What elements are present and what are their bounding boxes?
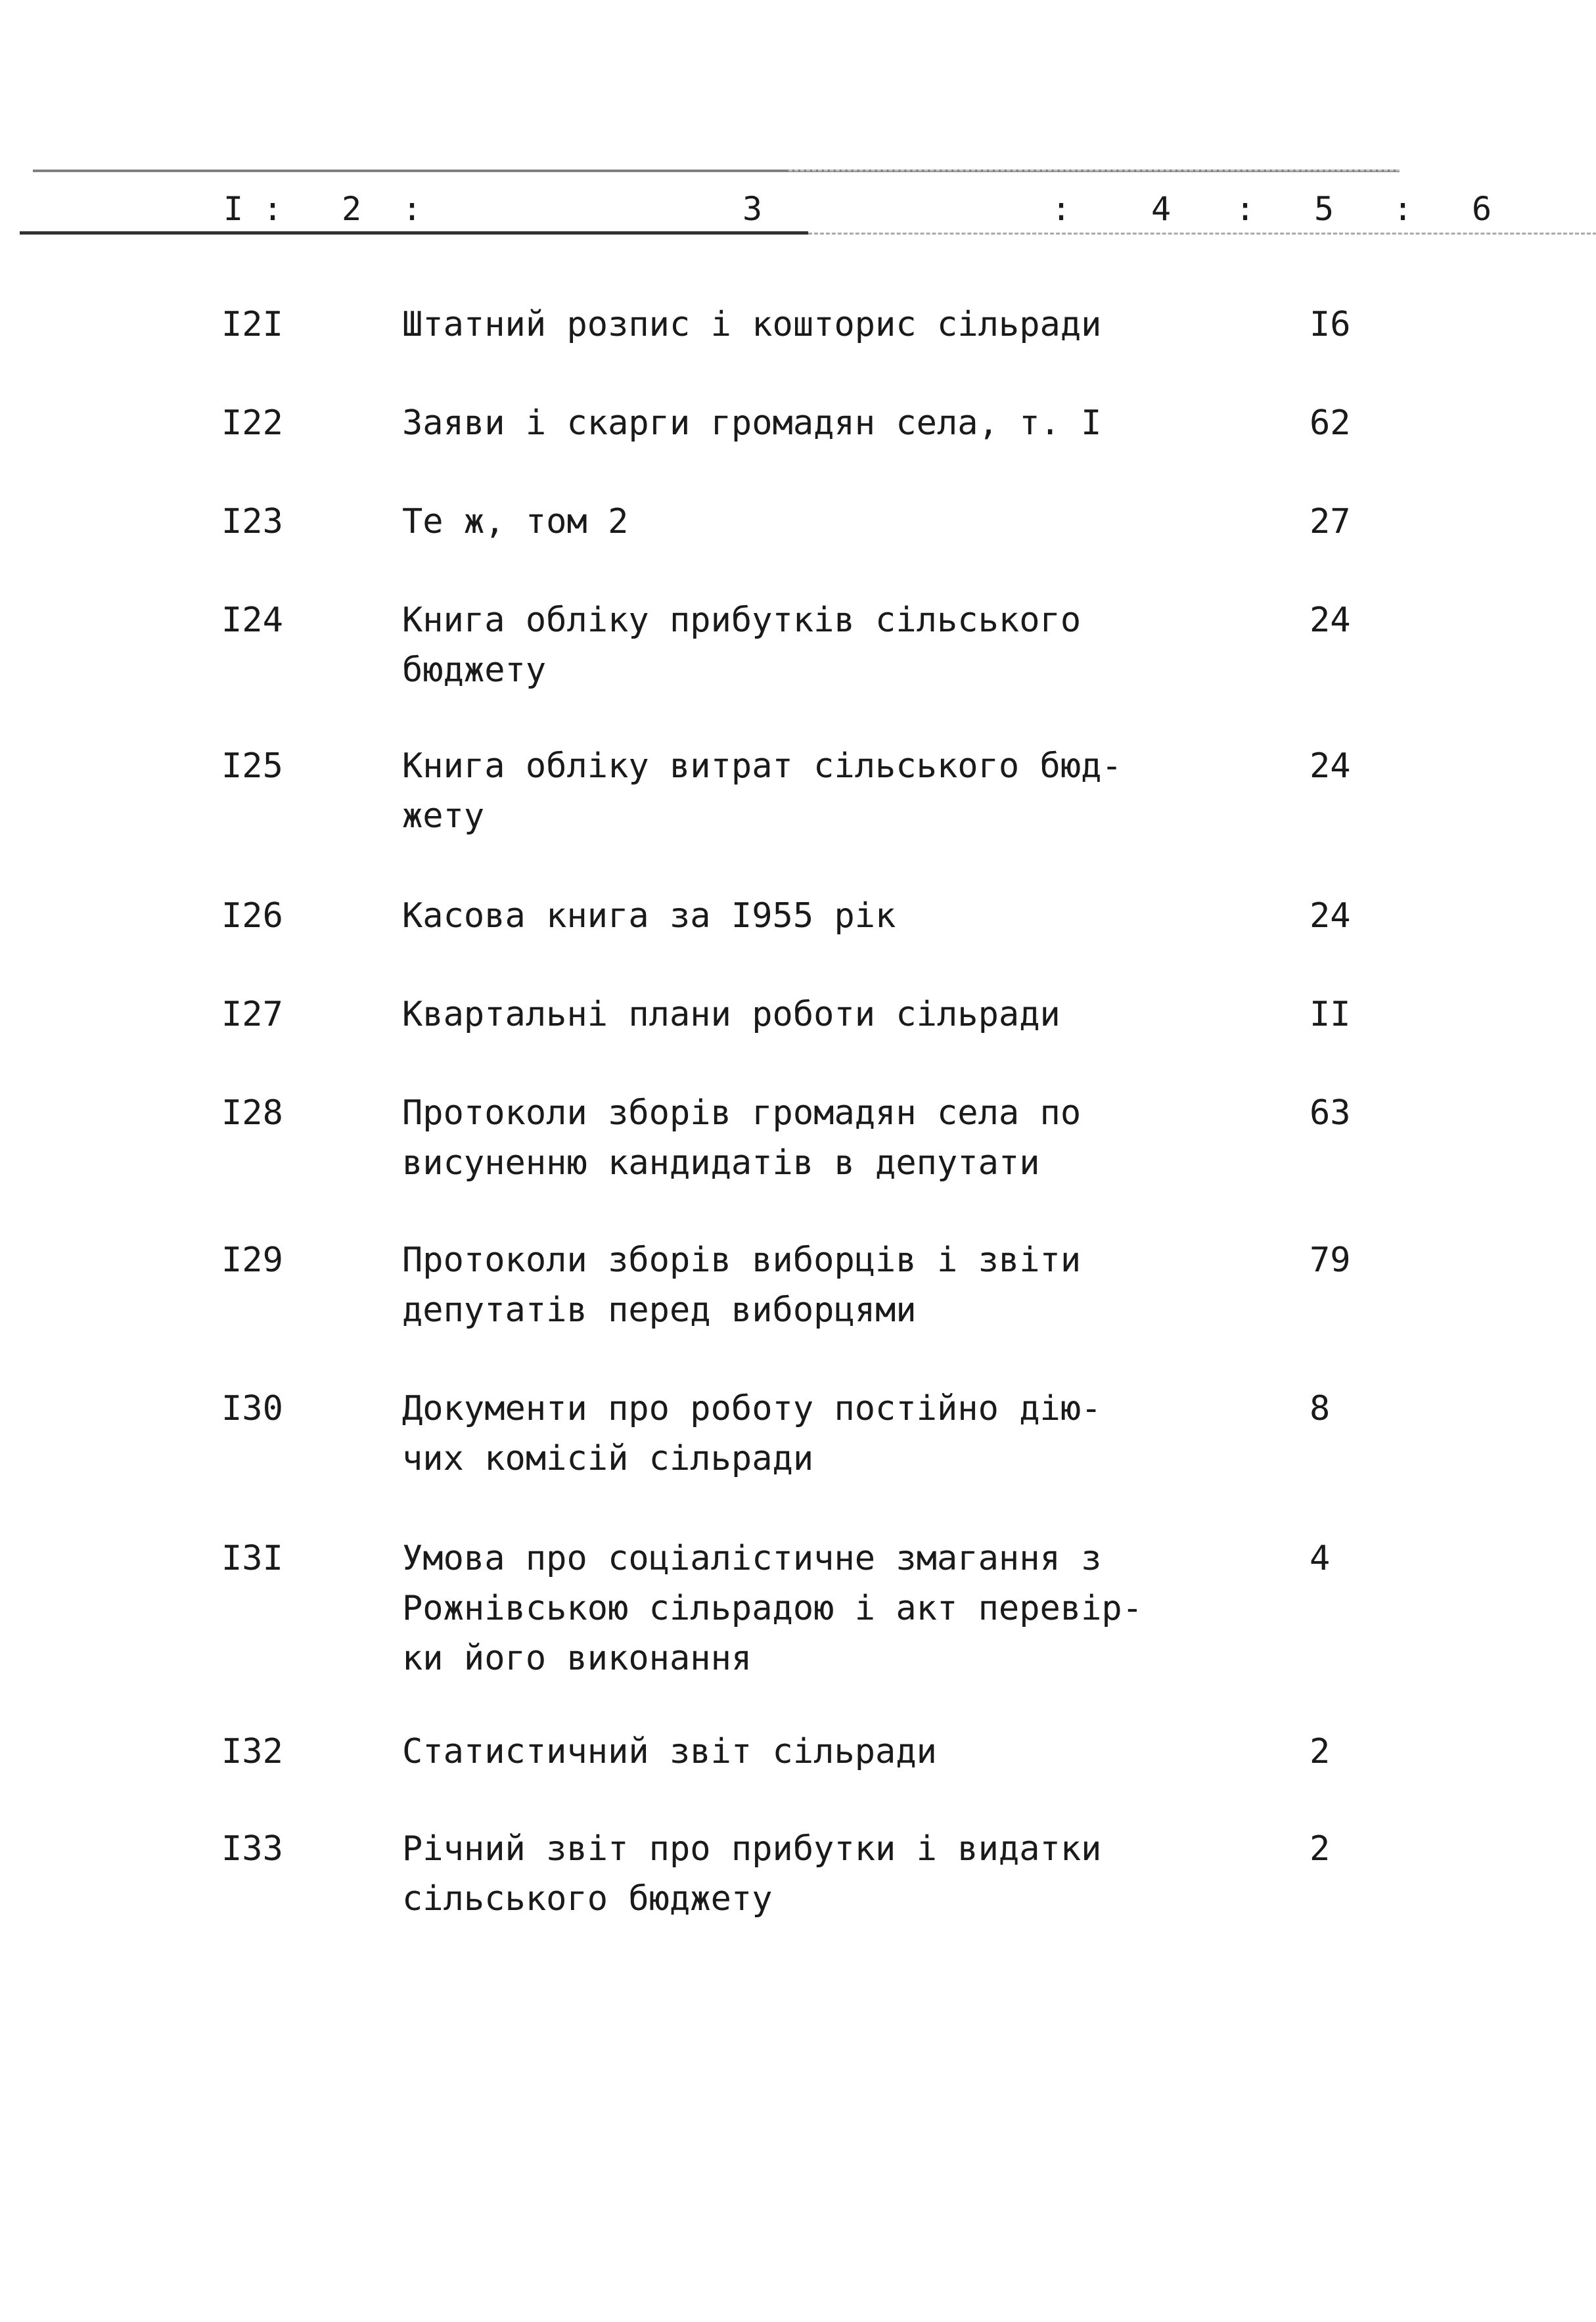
file-title-line: депутатів перед виборцями: [402, 1290, 917, 1330]
file-title-line: Протоколи зборів виборців і звіти: [402, 1241, 1082, 1280]
file-number: I33: [221, 1829, 283, 1869]
column-header-3: 3: [742, 190, 763, 228]
column-header-1: I: [223, 190, 244, 228]
sheet-count: 24: [1310, 746, 1351, 786]
sheet-count: II: [1310, 995, 1351, 1034]
sheet-count: 62: [1310, 403, 1351, 443]
file-number: I29: [221, 1241, 283, 1280]
sheet-count: 8: [1310, 1389, 1331, 1428]
sheet-count: 2: [1310, 1732, 1331, 1771]
file-number: I22: [221, 403, 283, 443]
header-bottom-rule-faded: [808, 233, 1596, 235]
column-header-6: 6: [1472, 190, 1492, 228]
file-number: I23: [221, 502, 283, 541]
column-header-5: 5: [1314, 190, 1334, 228]
sheet-count: 63: [1310, 1093, 1351, 1133]
file-title-line: Те ж, том 2: [402, 502, 629, 541]
file-number: I25: [221, 746, 283, 786]
file-title-line: жету: [402, 796, 485, 836]
sheet-count: 4: [1310, 1539, 1331, 1578]
file-title-line: Статистичний звіт сільради: [402, 1732, 937, 1771]
sheet-count: 24: [1310, 896, 1351, 936]
file-number: I24: [221, 601, 283, 640]
column-header-2: 2: [342, 190, 362, 228]
header-bottom-rule: [20, 231, 808, 235]
sheet-count: 2: [1310, 1829, 1331, 1869]
file-title-line: чих комісій сільради: [402, 1439, 814, 1478]
file-title-line: ки його виконання: [402, 1639, 752, 1678]
sheet-count: 27: [1310, 502, 1351, 541]
column-header-4: 4: [1151, 190, 1172, 228]
file-title-line: Умова про соціалістичне змагання з: [402, 1539, 1102, 1578]
sheet-count: I6: [1310, 305, 1351, 344]
column-separator: :: [1235, 190, 1256, 228]
column-separator: :: [402, 190, 422, 228]
column-separator: :: [263, 190, 283, 228]
file-number: I3I: [221, 1539, 283, 1578]
file-title-line: Рожнівською сільрадою і акт перевір-: [402, 1589, 1143, 1628]
file-number: I26: [221, 896, 283, 936]
file-title-line: Документи про роботу постійно дію-: [402, 1389, 1102, 1428]
file-title-line: Книга обліку прибутків сільського: [402, 601, 1082, 640]
file-title-line: Річний звіт про прибутки і видатки: [402, 1829, 1102, 1869]
file-title-line: висуненню кандидатів в депутати: [402, 1143, 1040, 1183]
file-title-line: Книга обліку витрат сільського бюд-: [402, 746, 1122, 786]
sheet-count: 79: [1310, 1241, 1351, 1280]
file-title-line: Заяви і скарги громадян села, т. I: [402, 403, 1102, 443]
file-title-line: бюджету: [402, 650, 547, 690]
file-title-line: Касова книга за I955 рік: [402, 896, 896, 936]
file-number: I32: [221, 1732, 283, 1771]
file-number: I30: [221, 1389, 283, 1428]
column-separator: :: [1393, 190, 1413, 228]
file-number: I28: [221, 1093, 283, 1133]
column-separator: :: [1051, 190, 1072, 228]
file-title-line: Штатний розпис і кошторис сільради: [402, 305, 1102, 344]
file-title-line: Протоколи зборів громадян села по: [402, 1093, 1082, 1133]
file-title-line: сільського бюджету: [402, 1879, 773, 1919]
file-number: I2I: [221, 305, 283, 344]
header-top-rule-faded: [788, 170, 1400, 171]
file-title-line: Квартальні плани роботи сільради: [402, 995, 1060, 1034]
file-number: I27: [221, 995, 283, 1034]
sheet-count: 24: [1310, 601, 1351, 640]
